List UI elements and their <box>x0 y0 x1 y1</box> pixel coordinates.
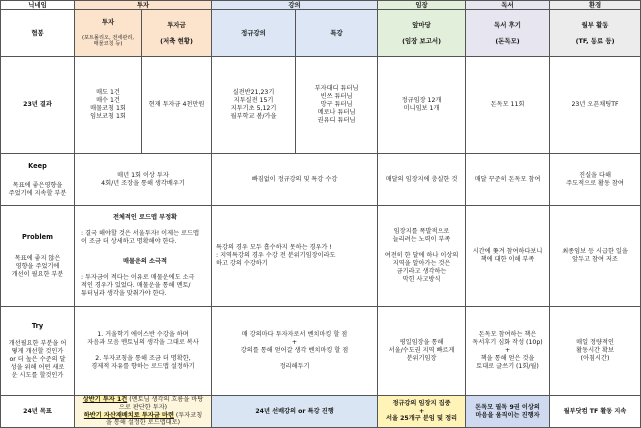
goal-invest-second-half-note: (투자코칭 을 통해 설정한 로드맵대로) <box>105 411 203 427</box>
row-problem <box>1 206 641 306</box>
result-regular-lecture: 실전반21,23기 지투실전 15기 지투기초 5,12기 월부학교 봄/가을 <box>212 57 296 154</box>
problem-invest-text-2: : 투자금이 적다는 이유로 매물운에도 소극 적인 경우가 있었다. 매물운을 통해 멘토/ 튜터님과 생각을 맞춰가야 한다. <box>81 273 195 297</box>
subheader-field-title: 앞마당 <box>412 20 431 29</box>
subheader-reading <box>466 10 550 57</box>
problem-environment: 최종임보 등 시급한 일을 앞두고 참여 저조 <box>550 206 641 306</box>
subheader-invest <box>75 10 142 57</box>
subheader-env-title: 월부 활동 <box>581 20 609 29</box>
subheader-environment <box>550 10 641 57</box>
try-reading: 돈독모 참여하는 책은 독서후기 심화 작성 (10p) + 책을 통해 얻은 것을 토대로 글쓰기 (1회/월) <box>466 306 550 395</box>
keep-lecture: 빠짐없이 정규강의 및 특강 수강 <box>212 154 378 206</box>
header-field: 임장 <box>378 1 466 10</box>
try-invest: 1. 거울학기 에이스반 수강을 하며 자음과 모음 멘토님의 생각을 그대로 복사 2. 투자코칭을 통해 조금 더 명확한, 경제적 자유를 향하는 로드맵 설정하기 <box>75 306 212 395</box>
row-keep <box>1 154 641 206</box>
result-reading: 돈독모 11회 <box>466 57 550 154</box>
goal-lecture: 24년 선배강의 or 특강 진행 <box>212 395 378 428</box>
subheader-savings <box>142 10 212 57</box>
keep-field: 매달의 임장지에 충실한 것 <box>378 154 466 206</box>
try-title: Try <box>31 321 44 330</box>
subheader-field <box>378 10 466 57</box>
try-lecture: 매 강의마다 투자자로서 벤치마킹 할 점 + 강의를 통해 얻어갈 생각 벤치마킹 할 점 정리해두기 <box>212 306 378 395</box>
goal-environment: 월부닷컴 TF 활동 지속 <box>550 395 641 428</box>
keep-invest: 매년 1회 이상 투자 4회/년 조장을 통해 생각배우기 <box>75 154 212 206</box>
subheader-category: 협봉 <box>1 10 75 57</box>
row-goal <box>1 395 641 428</box>
subheader-invest-title: 투자 <box>101 18 115 27</box>
problem-reading: 시간에 쫓겨 참여하다보니 책에 대한 이해 부족 <box>466 206 550 306</box>
header-lecture: 강의 <box>212 1 378 10</box>
keep-environment: 진실을 다해 주도적으로 활동 참여 <box>550 154 641 206</box>
result-savings: 현재 투자금 4천만원 <box>142 57 212 154</box>
subheader-reading-sub: (돈독모) <box>495 37 520 46</box>
subheader-savings-sub: (저축 현황) <box>160 37 193 46</box>
goal-invest-first-half-note: (멘토님 생각의 흐름을 바탕 으로 판단한 투자) <box>118 395 204 411</box>
goal-invest <box>75 395 212 428</box>
goal-field: 정규강의 임장지 집중 + 서울 25개구 분임 및 정리 <box>378 395 466 428</box>
keep-desc: 목표에 좋은영향을 주었기에 지속할 부분 <box>8 181 67 197</box>
goal-invest-first-half: 상반기 투자 1건 <box>82 395 128 403</box>
subheader-regular-lecture: 정규강의 <box>212 10 296 57</box>
row-label-try <box>1 306 75 395</box>
goal-invest-second-half: 하반기 자산재배치로 투자금 마련 <box>83 411 174 419</box>
result-special-lecture: 부자대디 튜터님 빈쓰 튜터님 망구 튜터님 메로나 튜터님 권유디 튜터님 <box>296 57 378 154</box>
header-reading: 독서 <box>466 1 550 10</box>
try-field: 평일임장을 통해 서울/수도권 지역 빠르게 분위기임장 <box>378 306 466 395</box>
problem-invest-text-1: : 결국 해야할 것은 서울투자! 이제는 로드맵 이 조금 더 상세하고 명확해야 한다. <box>81 230 199 246</box>
subheader-special-lecture: 특강 <box>296 10 378 57</box>
problem-field: 임장지를 폭발적으로 늘리려는 노력이 부족 여전히 한 달에 하나 이상의 지역을 알아가는 것은 금기라고 생각하는 막힌 사고방식 <box>378 206 466 306</box>
subheader-field-sub: (임장 보고서) <box>402 37 441 46</box>
header-invest: 투자 <box>75 1 212 10</box>
keep-reading: 매달 꾸준히 돈독모 참여 <box>466 154 550 206</box>
row-result <box>1 57 641 154</box>
goal-reading: 돈독모 필독 9권 이상의 마음을 움직이는 진행자 <box>466 395 550 428</box>
subheader-env-sub: (TF, 동료 등) <box>575 37 615 46</box>
problem-invest-heading-2: 매물운의 소극적 <box>123 258 167 265</box>
result-invest: 매도 1건 매수 1건 매물코칭 1회 임보코칭 1회 <box>75 57 142 154</box>
try-desc: 개선필요한 부분을 어 떻게 개선할 것인가 or 더 높은 수준의 달 성을 위해 어떤 새로 운 시도를 할것인가 <box>8 339 67 379</box>
result-environment: 23년 오픈채팅TF <box>550 57 641 154</box>
problem-invest <box>75 206 212 306</box>
keep-title: Keep <box>28 162 47 171</box>
subheader-reading-title: 독서 후기 <box>494 20 521 29</box>
subheader-savings-title: 투자금 <box>167 20 186 29</box>
row-label-problem <box>1 206 75 306</box>
row-label-keep <box>1 154 75 206</box>
problem-desc: 목표에 좋지 않은 영향을 주었기에 개선이 필요한 부분 <box>11 255 64 279</box>
result-field: 정규임장 12개 미니임보 1개 <box>378 57 466 154</box>
problem-invest-heading-1: 전체적인 로드맵 부정확 <box>112 214 178 222</box>
subheader-invest-sub: (포트폴리오, 전세관리, 매물코칭 등) <box>81 34 135 48</box>
row-label-result: 23년 결과 <box>1 57 75 154</box>
row-try <box>1 306 641 395</box>
problem-title: Problem <box>22 232 53 241</box>
try-environment: 매일 정량적인 활동시간 확보 (아침시간) <box>550 306 641 395</box>
header-environment: 환경 <box>550 1 641 10</box>
header-nickname: 닉네임 <box>1 1 75 10</box>
problem-lecture: 특강의 경우 모두 흡수하지 못하는 경우가 ! : 지역특강의 경우 수강 전 분위기임장이라도 하고 강의 수강하기 <box>212 206 378 306</box>
row-label-goal: 24년 목표 <box>1 395 75 428</box>
